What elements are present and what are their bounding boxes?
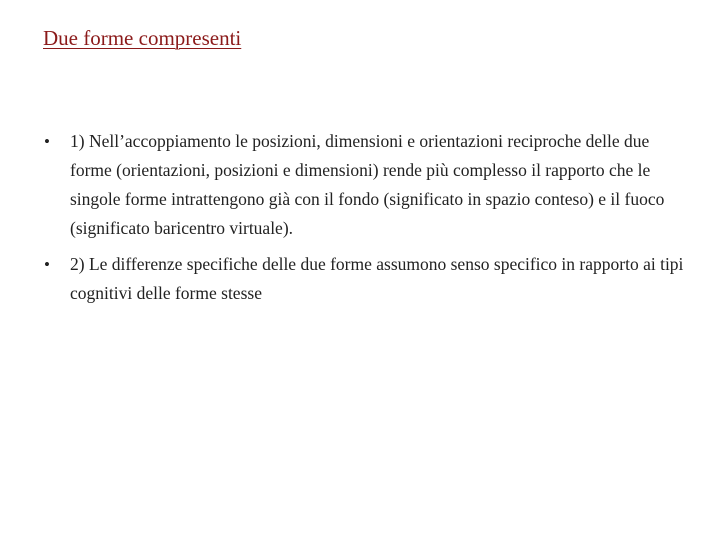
bullet-list — [44, 127, 684, 315]
bullet-marker-icon: • — [44, 132, 50, 151]
slide-title: Due forme compresenti — [43, 26, 242, 50]
bullet-item-1 — [44, 127, 684, 243]
bullet-text: 1) Nell’accoppiamento le posizioni, dimensioni e orientazioni reciproche delle due forme (orientazioni, posizioni e dimensioni) rende più complesso il rapporto che le singole forme intrattengono già con il fondo (significato in spazio conteso) e il fuoco (significato baricentro virtuale). — [70, 131, 665, 238]
bullet-text: 2) Le differenze specifiche delle due forme assumono senso specifico in rapporto ai tipi cognitivi delle forme stesse — [70, 254, 684, 303]
bullet-marker-icon: • — [44, 255, 50, 274]
bullet-item-2 — [44, 250, 684, 308]
